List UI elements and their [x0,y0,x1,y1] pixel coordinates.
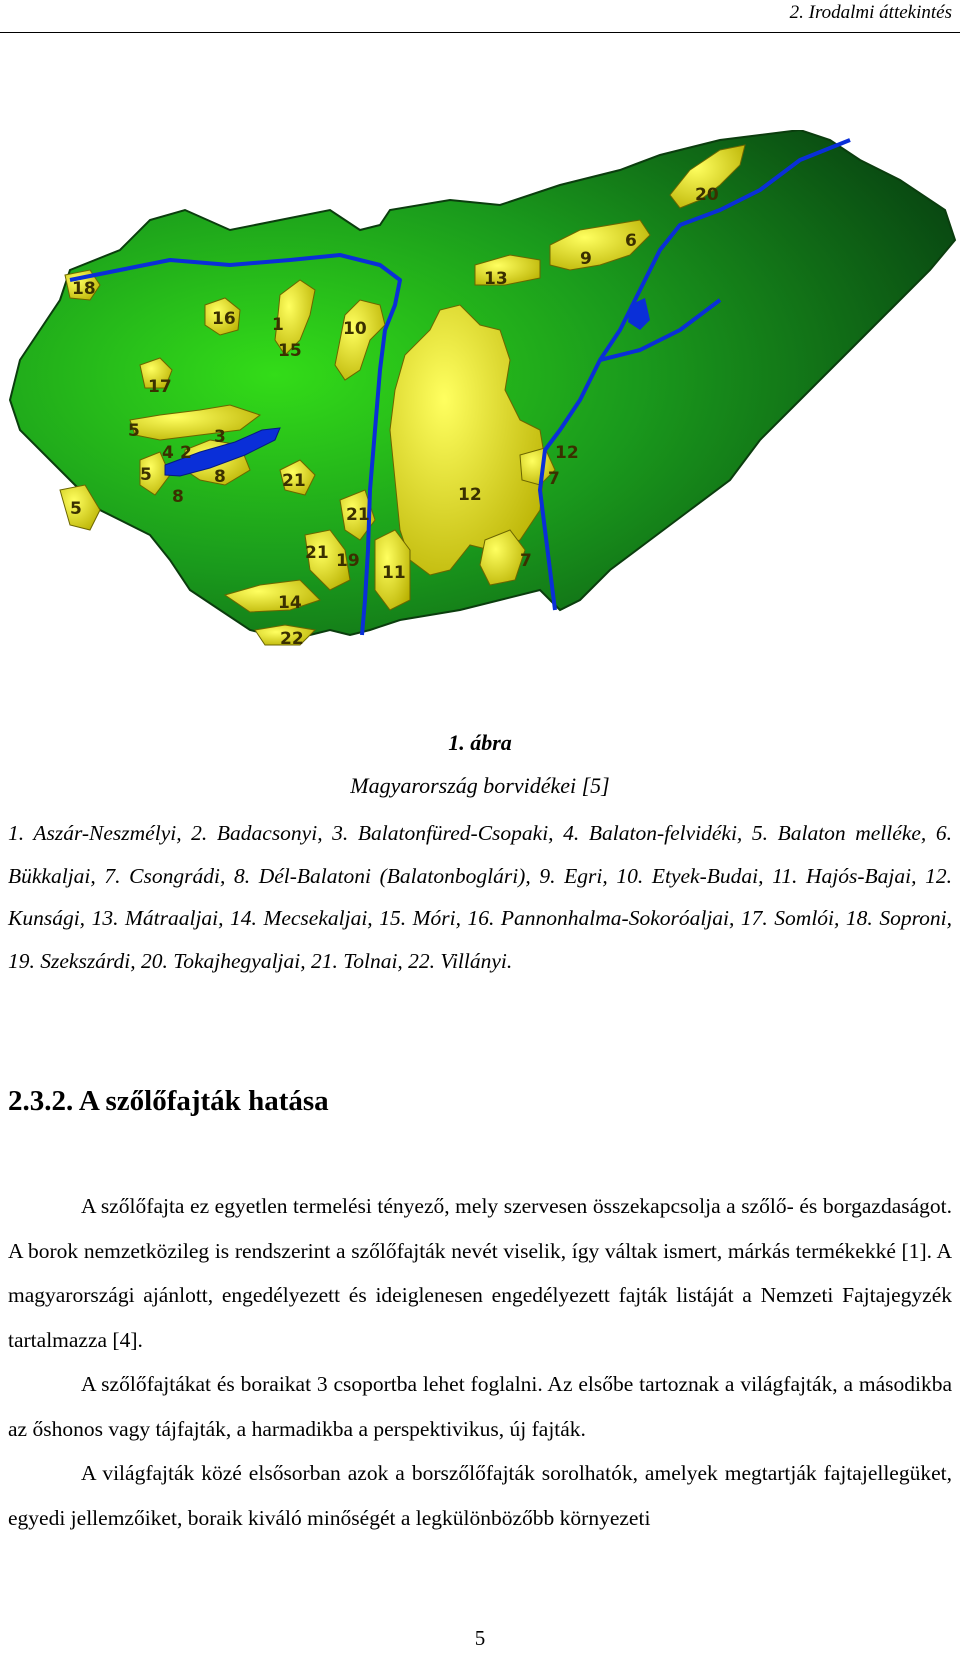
region-label: 7 [520,551,532,571]
paragraph: A világfajták közé elsősorban azok a borszőlőfajták sorolhatók, amelyek megtartják fajtajellegüket, egyedi jellemzőiket, boraik kiváló minőségét a legkülönbözőbb környezeti [8,1461,952,1530]
region-label: 12 [555,443,579,463]
region-label: 8 [172,487,184,507]
header-section-title: 2. Irodalmi áttekintés [789,2,952,23]
page-number: 5 [474,1626,486,1650]
paragraph: A szőlőfajtákat és boraikat 3 csoportba lehet foglalni. Az elsőbe tartoznak a világfajták, a másodikba az őshonos vagy tájfajták, a harmadikba a perspektivikus, új fajták. [8,1372,952,1441]
region-label: 21 [305,543,329,563]
region-label: 19 [336,551,360,571]
running-header [0,0,960,33]
region-label: 1 [272,315,284,335]
figure-label: 1. ábra [448,730,512,755]
region-label: 22 [280,629,304,649]
region-label: 4 [162,443,174,463]
section-title: A szőlőfajták hatása [78,1085,329,1117]
region-label: 5 [70,499,82,519]
region-label: 15 [278,341,302,361]
region-label: 11 [382,563,406,583]
region-label: 18 [72,279,96,299]
figure-title: Magyarország borvidékei [5] [350,773,610,798]
region-label: 17 [148,377,172,397]
section-heading [8,1085,329,1118]
region-label: 20 [695,185,719,205]
region-label: 5 [128,421,140,441]
hungary-map-figure [0,130,960,720]
region-label: 12 [458,485,482,505]
region-label: 14 [278,593,302,613]
section-number: 2.3.2. [8,1085,74,1117]
region-label: 5 [140,465,152,485]
region-label: 7 [548,469,560,489]
region-label: 21 [282,471,306,491]
region-label: 3 [214,427,226,447]
region-label: 10 [343,319,367,339]
region-label: 13 [484,269,508,289]
figure-legend: 1. Aszár-Neszmélyi, 2. Badacsonyi, 3. Balatonfüred-Csopaki, 4. Balaton-felvidéki, 5. Balaton melléke, 6. Bükkaljai, 7. Csongrádi, 8. Dél-Balatoni (Balatonboglári), 9. Egri, 10. Etyek-Budai, 11. Hajós-Bajai, 12. Kunsági, 13. Mátraaljai, 14. Mecsekaljai, 15. Móri, 16. Pannonhalma-Sokoróaljai, 17. Somlói, 18. Soproni, 19. Szekszárdi, 20. Tokajhegyaljai, 21. Tolnai, 22. Villányi. [8,821,952,973]
wine-regions-map [0,130,960,720]
paragraph: A szőlőfajta ez egyetlen termelési tényező, mely szervesen összekapcsolja a szőlő- és borgazdaságot. A borok nemzetközileg is rendszerint a szőlőfajták nevét viselik, így váltak ismert, márkás termékekké [1]. A magyarországi ajánlott, engedélyezett és ideiglenesen engedélyezett fajták listáját a Nemzeti Fajtajegyzék tartalmazza [4]. [8,1194,952,1352]
region-label: 6 [625,231,637,251]
body-text [8,1184,952,1540]
region-label: 16 [212,309,236,329]
region-label: 8 [214,467,226,487]
region-label: 2 [180,443,192,463]
region-label: 21 [346,505,370,525]
region-label: 9 [580,249,592,269]
